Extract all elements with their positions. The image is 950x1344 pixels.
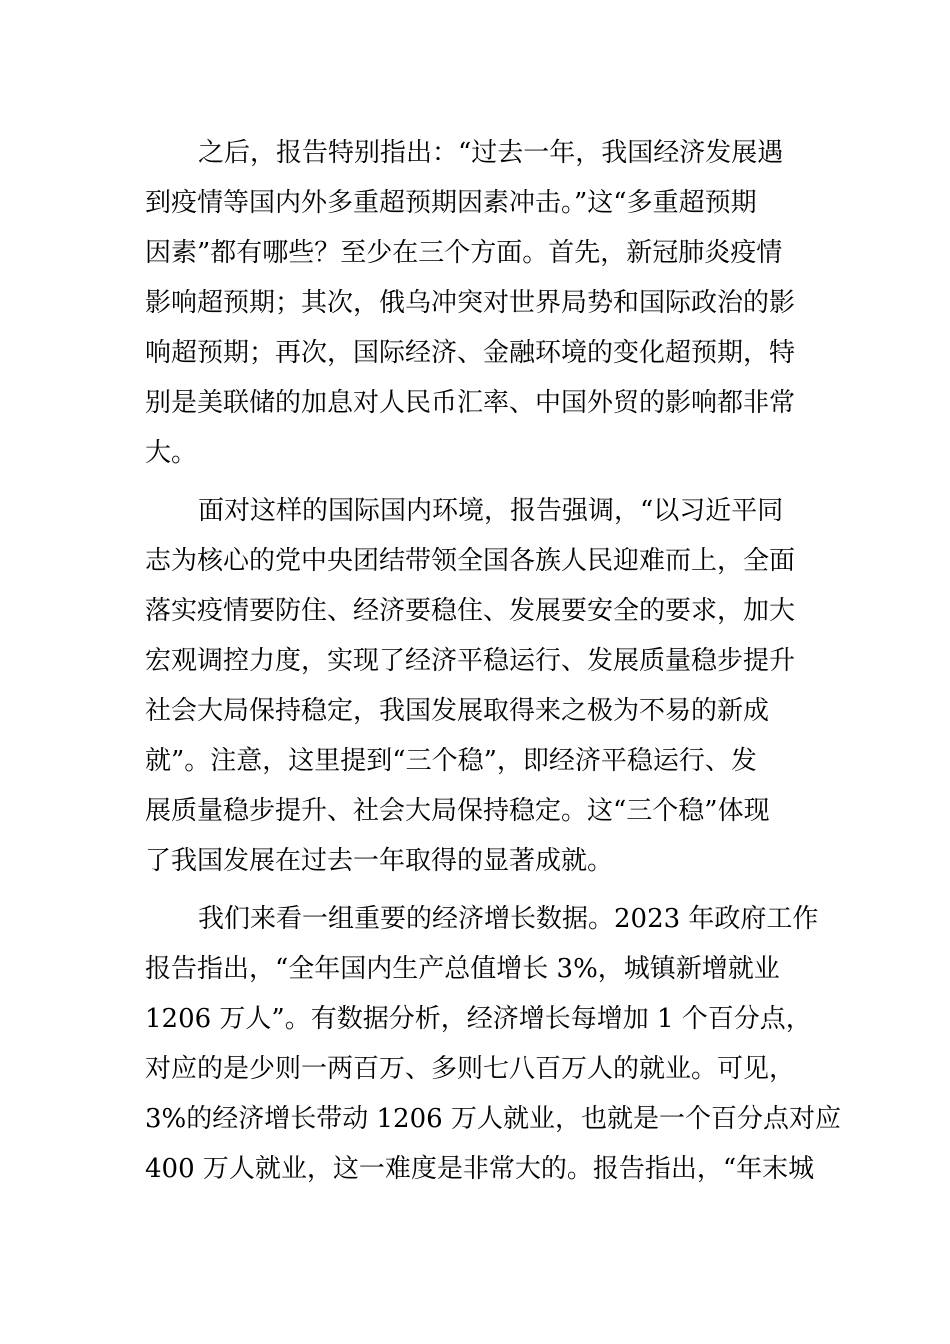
line-text: 了我国发展在过去一年取得的显著成就。: [145, 846, 614, 876]
line-text: 1206 万人”。有数据分析，经济增长每增加 1 个百分点，: [145, 1004, 812, 1034]
line-text: 报告指出，“全年国内生产总值增长 3%，城镇新增就业: [145, 954, 780, 984]
text-line: [0, 541, 950, 581]
line-text: 落实疫情要防住、经济要稳住、发展要安全的要求，加大: [145, 596, 796, 626]
line-text: 大。: [145, 438, 198, 468]
text-line: [0, 641, 950, 681]
text-line: [0, 283, 950, 323]
line-text: 就”。注意，这里提到“三个稳”，即经济平稳运行、发: [145, 746, 757, 776]
line-text: 影响超预期；其次，俄乌冲突对世界局势和国际政治的影: [145, 288, 796, 318]
line-text: 别是美联储的加息对人民币汇率、中国外贸的影响都非常: [145, 388, 796, 418]
line-text: 因素”都有哪些？至少在三个方面。首先，新冠肺炎疫情: [145, 238, 783, 268]
line-text: 响超预期；再次，国际经济、金融环境的变化超预期，特: [145, 338, 796, 368]
text-line: [0, 491, 950, 531]
text-line: [0, 183, 950, 223]
line-text: 社会大局保持稳定，我国发展取得来之极为不易的新成: [145, 696, 770, 726]
line-text: 面对这样的国际国内环境，报告强调，“以习近平同: [198, 496, 784, 526]
text-line: [0, 1049, 950, 1089]
line-text: 志为核心的党中央团结带领全国各族人民迎难而上，全面: [145, 546, 796, 576]
text-line: [0, 841, 950, 881]
text-line: [0, 899, 950, 939]
line-text: 宏观调控力度，实现了经济平稳运行、发展质量稳步提升: [145, 646, 796, 676]
text-line: [0, 691, 950, 731]
text-line: [0, 433, 950, 473]
line-text: 400 万人就业，这一难度是非常大的。报告指出，“年末城: [145, 1154, 815, 1184]
text-line: [0, 791, 950, 831]
text-line: [0, 741, 950, 781]
text-line: [0, 383, 950, 423]
text-line: [0, 591, 950, 631]
text-line: [0, 1099, 950, 1139]
text-line: [0, 999, 950, 1039]
line-text: 我们来看一组重要的经济增长数据。2023 年政府工作: [198, 904, 819, 934]
text-line: [0, 949, 950, 989]
line-text: 到疫情等国内外多重超预期因素冲击。”这“多重超预期: [145, 188, 757, 218]
text-line: [0, 233, 950, 273]
text-line: [0, 333, 950, 373]
text-line: [0, 133, 950, 173]
line-text: 3%的经济增长带动 1206 万人就业，也就是一个百分点对应: [145, 1104, 841, 1134]
text-line: [0, 1149, 950, 1189]
line-text: 之后，报告特别指出：“过去一年，我国经济发展遇: [198, 138, 784, 168]
line-text: 对应的是少则一两百万、多则七八百万人的就业。可见，: [145, 1054, 796, 1084]
line-text: 展质量稳步提升、社会大局保持稳定。这“三个稳”体现: [145, 796, 770, 826]
